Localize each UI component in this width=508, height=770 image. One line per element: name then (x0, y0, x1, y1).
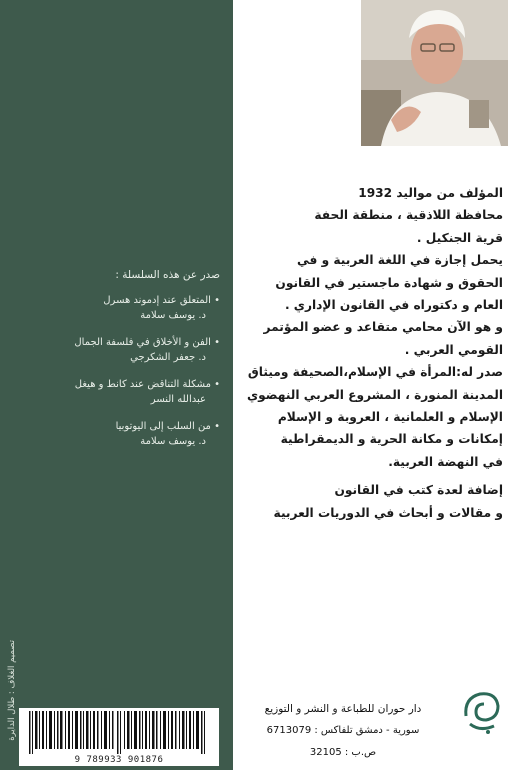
series-item-author: عبدالله النسر (150, 394, 206, 405)
series-item (14, 293, 220, 323)
barcode-bars (19, 708, 219, 754)
series-item (14, 377, 220, 407)
series-item-author: د. يوسف سلامة (140, 310, 206, 321)
series-item (14, 335, 220, 365)
series-item-title: • الفن و الأخلاق في فلسفة الجمال (74, 337, 220, 348)
bio-line: الحقوق و شهادة ماجستير في القانون (275, 275, 503, 290)
bio-extra-line: و مقالات و أبحاث في الدوريات العربية (273, 505, 503, 520)
barcode-number: 9 789933 901876 (74, 755, 164, 765)
series-item-title: • المتعلق عند إدموند هسرل (103, 295, 220, 306)
bio-line: يحمل إجازة في اللغة العربية و في (297, 253, 503, 268)
series-item-title: • من السلب إلى اليوتوبيا (115, 421, 220, 432)
series-title: صدر عن هذه السلسلة : (115, 269, 220, 281)
author-photo (361, 0, 508, 146)
series-item (14, 419, 220, 449)
bio-line: و هو الآن محامي متقاعد و عضو المؤتمر (263, 320, 503, 335)
series-item-author: د. يوسف سلامة (140, 436, 206, 447)
bio-line: المدينة المنورة ، المشروع العربي النهضوي (246, 387, 503, 402)
bio-line: الإسلام و العلمانية ، العروبة و الإسلام (277, 410, 503, 425)
publisher-contact: سورية - دمشق تلفاكس : 6713079 (266, 725, 420, 736)
author-biography (245, 182, 503, 524)
bio-line: العام و دكتوراه في القانون الإداري . (284, 298, 503, 313)
series-item-author: د. جعفر الشكرجي (130, 352, 206, 363)
left-panel (0, 0, 233, 770)
bio-line: إمكانات و مكانة الحرية و الديمقراطية (280, 432, 503, 447)
barcode (19, 708, 219, 766)
publisher-pobox: ص.ب : 32105 (309, 747, 377, 758)
series-item-title: • مشكلة التناقض عند كانط و هيغل (74, 379, 220, 390)
author-photo-image (361, 0, 508, 146)
series-list (14, 268, 220, 461)
bio-line: المؤلف من مواليد 1932 (358, 186, 503, 200)
bio-line: قرية الجنكيل . (416, 230, 503, 245)
bio-line: صدر له:المرأة في الإسلام،الصحيفة وميثاق (247, 365, 503, 380)
bio-extra-line: إضافة لعدة كتب في القانون (334, 483, 503, 498)
publisher-info (230, 698, 456, 764)
bio-line: القومي العربي . (404, 342, 503, 357)
publisher-name: دار حوران للطباعة و النشر و التوزيع (264, 703, 422, 715)
cover-design-credit: تصميم الغلاف : طلال الدايرة (7, 640, 17, 741)
publisher-logo-icon (458, 686, 504, 738)
bio-line: في النهضة العربية. (388, 454, 503, 469)
bio-line: محافظة اللاذقية ، منطقة الحفة (314, 208, 503, 223)
